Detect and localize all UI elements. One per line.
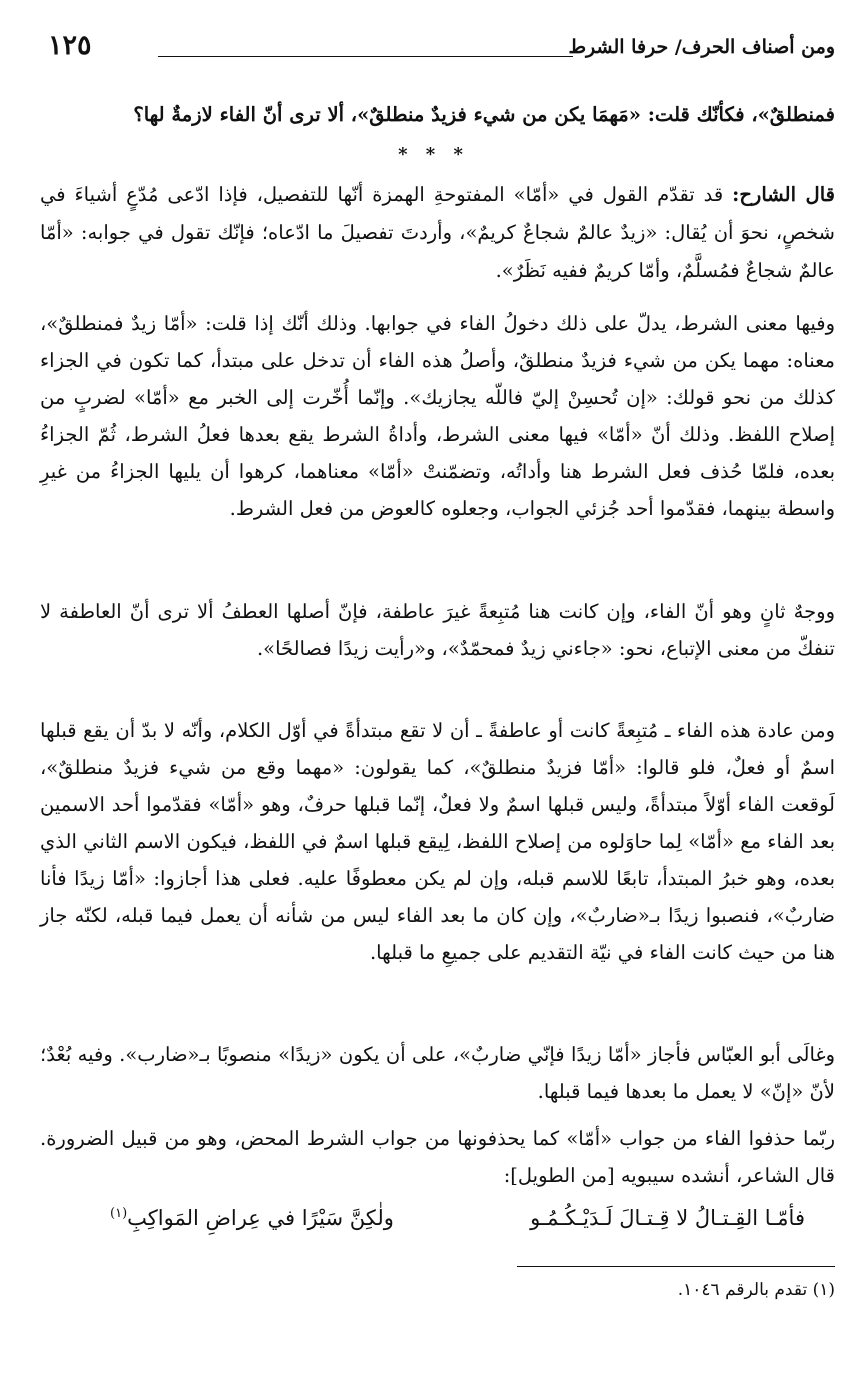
footnote-rule [517,1266,835,1267]
header-rule [158,56,573,57]
page-number: ١٢٥ [48,30,92,61]
verse-hemistich-2 [110,1206,394,1230]
commentary-text: قد تقدّم القول في «أمّا» المفتوحةِ الهمزة أنّها للتفصيل، فإذا ادّعى مُدّعٍ أشياءَ في شخصٍ، نحوَ أن يُقال: «زيدٌ عالمٌ شجاعٌ كريمٌ»، وأردتَ تفصيلَ ما ادّعاه؛ فإنّك تقول في جوابه: «أمّا عالمٌ شجاعٌ فمُسلَّمٌ، وأمّا كريمٌ ففيه نَظَرٌ». [40,183,835,282]
body-paragraph-2: ووجهٌ ثانٍ وهو أنّ الفاء، وإن كانت هنا مُتبِعةً غيرَ عاطفة، فإنّ أصلها العطفُ ألا ترى أنّ العاطفة لا تنفكّ من معنى الإتباع، نحو: «جاءني زيدٌ فمحمّدٌ»، و«رأيت زيدًا فصالحًا». [40,600,835,660]
verse-hemistich-2-text: ولٰكِنَّ سَيْرًا في عِراضِ المَواكِبِ [127,1206,394,1230]
commentary-lead: قال الشارح: [732,183,835,206]
body-paragraph-1: وفيها معنى الشرط، يدلّ على ذلك دخولُ الفاء في جوابها. وذلك أنّك إذا قلت: «أمّا زيدٌ فمنطلقٌ»، معناه: مهما يكن من شيء فزيدٌ منطلقٌ، وأصلُ هذه الفاء أن تدخل على مبتدأ، كما تكون في الجزاء كذلك من نحو قولك: «إن تُحسِنْ إليّ فاللّه يجازيك». وإنّما أُخّرت إلى الخبر مع «أمّا» لضربٍ من إصلاح اللفظ. وذلك أنّ «أمّا» فيها معنى الشرط، وأداةُ الشرط يقع بعدها فعلُ الشرط، ثُمّ الجزاءُ بعده، فلمّا حُذف فعل الشرط هنا وأداتُه، وتضمّنتْ «أمّا» معناهما، كرهوا أن يليها الجزاءُ من غيرِ واسطة بينهما، فقدّموا أحد جُزئي الجواب، وجعلوه كالعوض من فعل الشرط. [40,312,835,520]
verse-hemistich-1: فأمّـا القِـتـالُ لا قِـتـالَ لَـدَيْـكُـمُـو [530,1206,805,1230]
body-paragraph-3: ومن عادة هذه الفاء ـ مُتبِعةً كانت أو عاطفةً ـ أن لا تقع مبتدأةً في أوّل الكلام، وأنّه لا بدّ أن يقع قبلها اسمٌ أو فعلٌ، فلو قالوا: «أمّا فزيدٌ منطلقٌ»، كما يقولون: «مهما وقع من شيء فزيدٌ منطلقٌ»، لَوقعت الفاء أوّلاً مبتدأةً، وليس قبلها اسمٌ ولا فعلٌ، إنّما قبلها حرفٌ، وهو «أمّا» فقدّموا أحد الاسمين بعد الفاء مع «أمّا» لِما حاوَلوه من إصلاح اللفظ، لِيقع قبلها اسمٌ في اللفظ، فيكون الاسم الثاني الذي بعده، وهو خبرُ المبتدأ، تابعًا للاسم قبله، وإن لم يكن معطوفًا عليه. فعلى هذا أجازوا: «أمّا زيدًا فأنا ضاربٌ»، فنصبوا زيدًا بـ«ضاربٌ»، وإن كان ما بعد الفاء ليس من شأنه أن يعمل فيما قبله، لكنّه جاز هنا من حيث كانت الفاء في نيّة التقديم على جميعِ ما قبلها. [40,719,835,964]
body-paragraph-5: ربّما حذفوا الفاء من جواب «أمّا» كما يحذفونها من جواب الشرط المحض، وهو من قبيل الضرورة. قال الشاعر، أنشده سيبويه [من الطويل]: [40,1127,835,1187]
footnote-marker[interactable]: (١) [110,1206,128,1221]
commentary-paragraph [40,176,835,290]
poetry-verse [40,1198,835,1242]
running-title: ومن أصناف الحرف/ حرفا الشرط [568,36,835,58]
section-ornament: * * * [398,144,469,165]
opening-line: فمنطلقٌ»، فكأنّك قلت: «مَهمَا يكن من شيء فزيدٌ منطلقٌ»، ألا ترى أنّ الفاء لازمةٌ لها؟ [133,103,835,126]
body-paragraph-4: وغالَى أبو العبّاس فأجاز «أمّا زيدًا فإنّي ضاربٌ»، على أن يكون «زيدًا» منصوبًا بـ«ضارب». وفيه بُعْدٌ؛ لأنّ «إنّ» لا يعمل ما بعدها فيما قبلها. [40,1043,835,1103]
footnote: (١) تقدم بالرقم ١٠٤٦. [677,1280,835,1300]
page-header [48,30,835,70]
